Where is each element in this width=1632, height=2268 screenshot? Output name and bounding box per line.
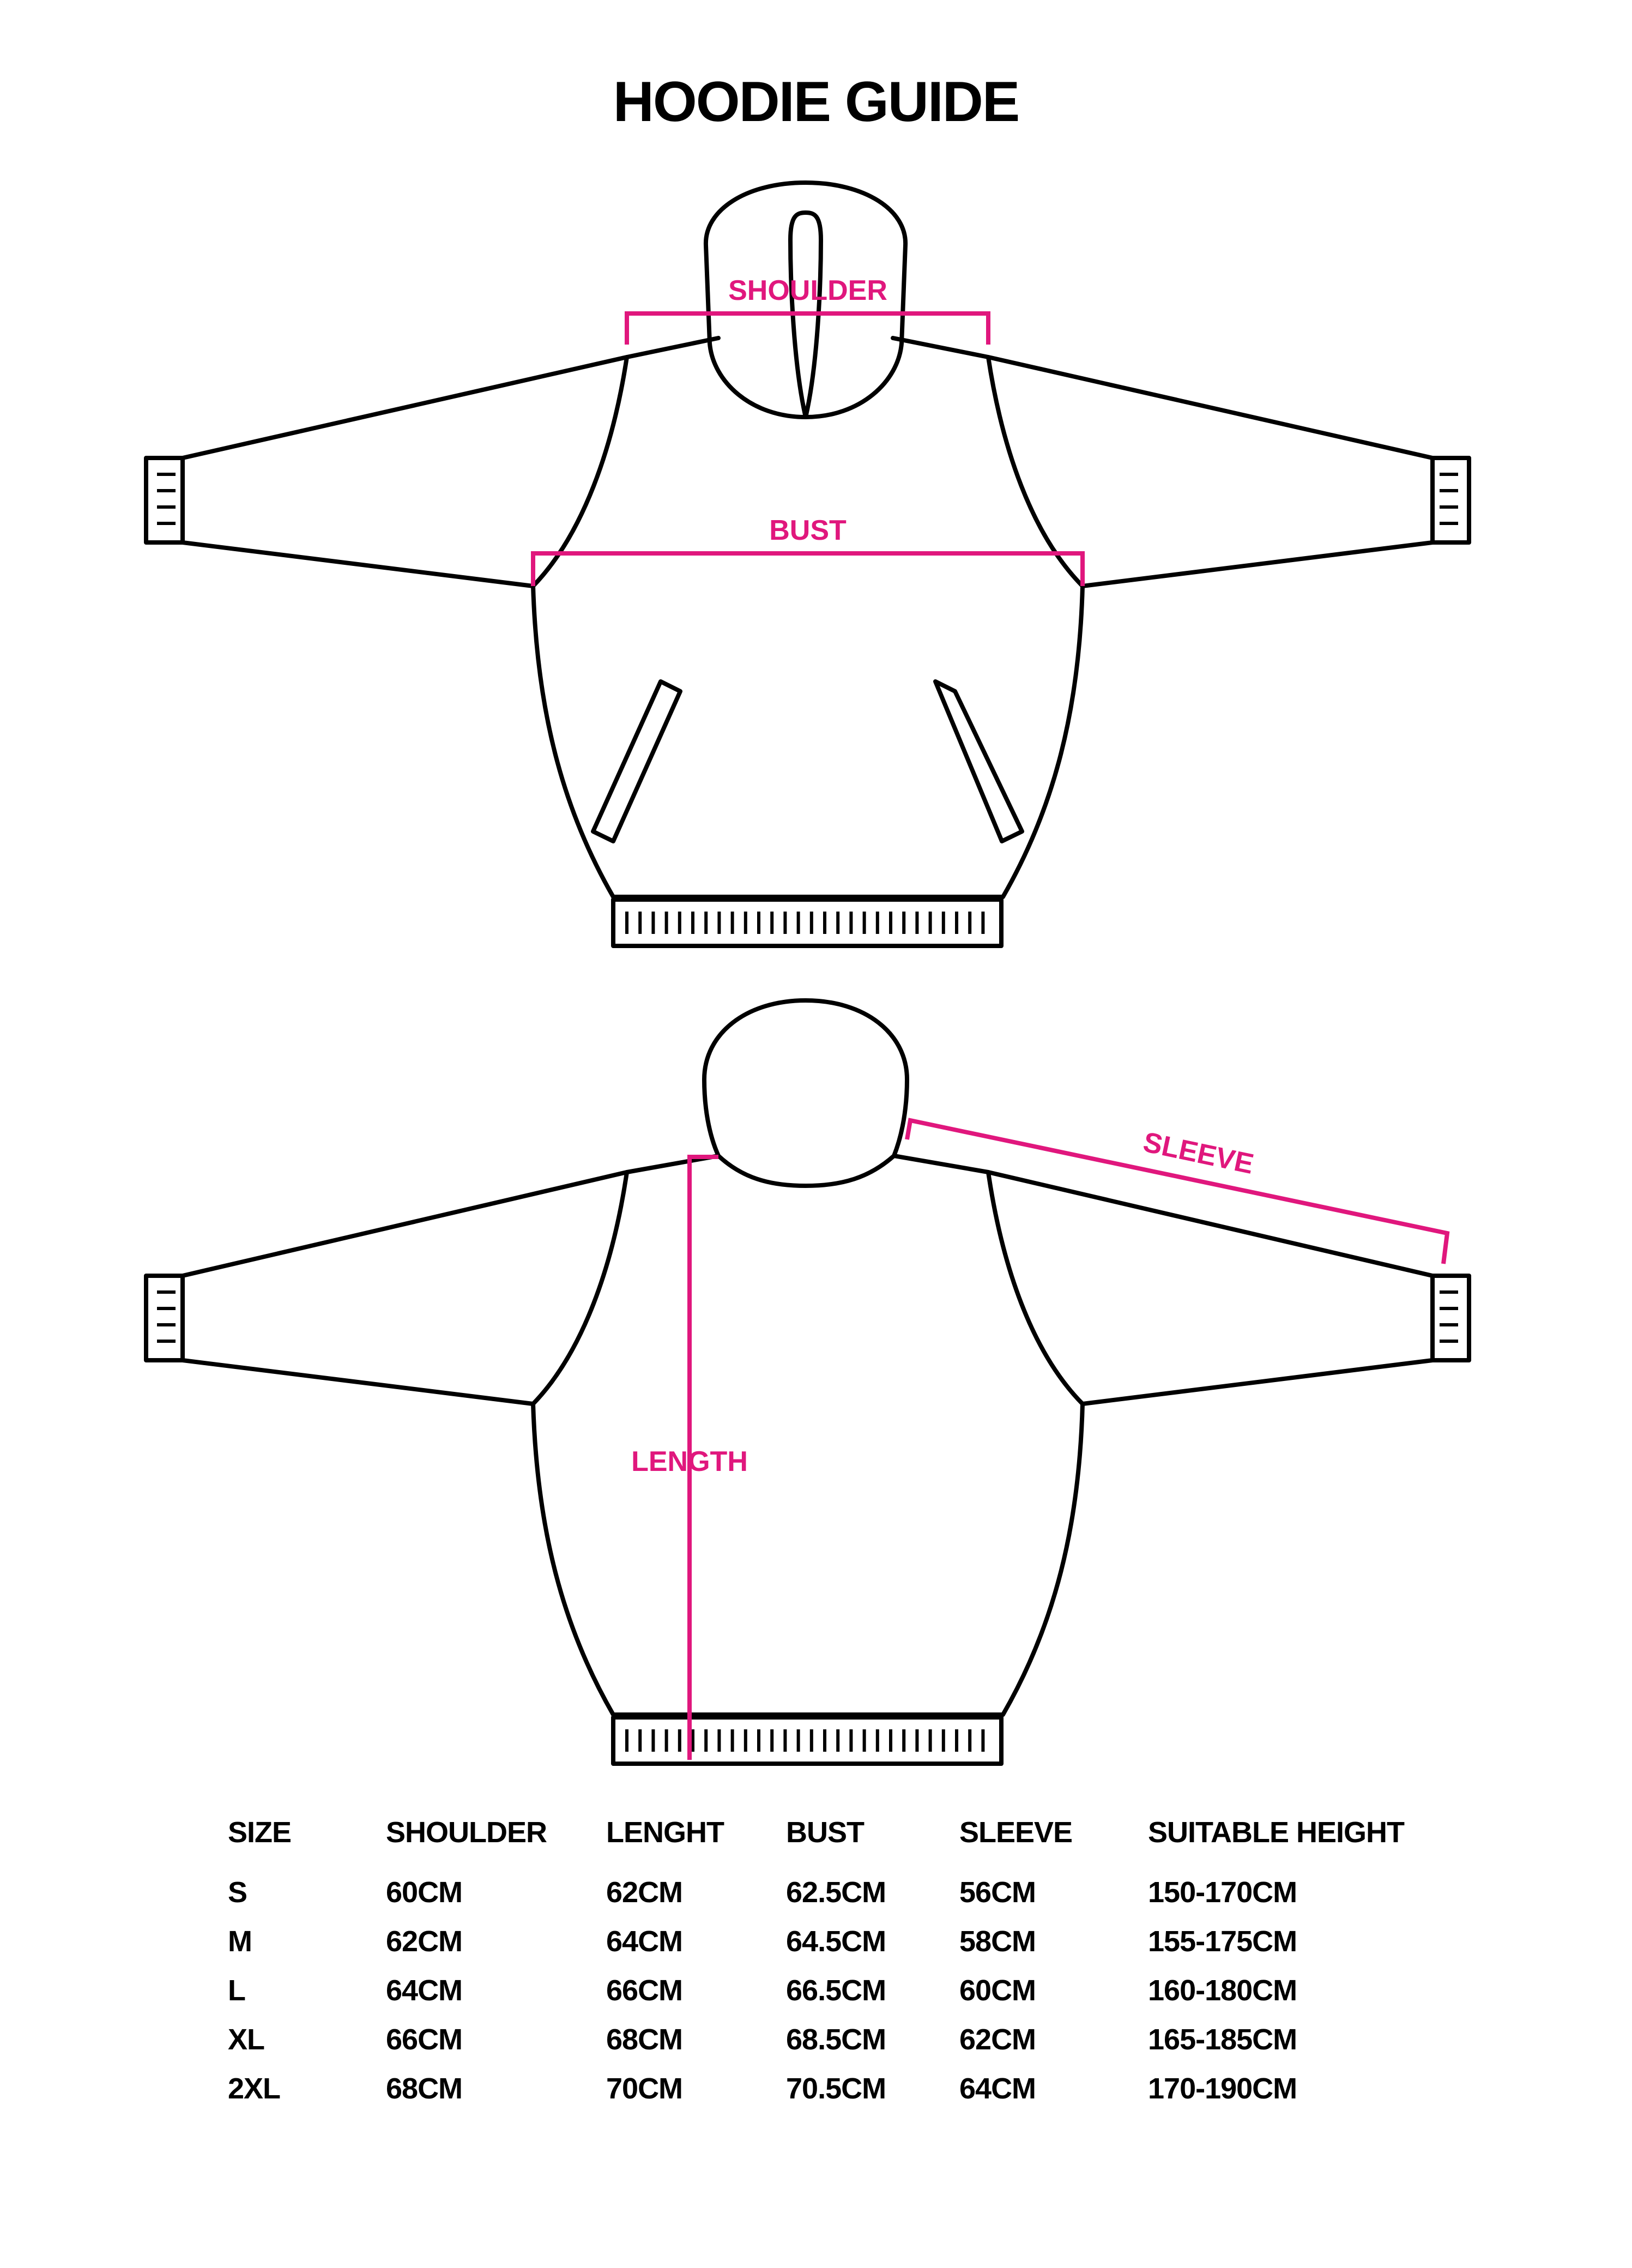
shoulder-label: SHOULDER (728, 275, 887, 306)
table-row (228, 2023, 1431, 2072)
front-right-cuff-ribs (1440, 474, 1458, 523)
cell-size: XL (228, 2023, 265, 2056)
cell-length: 64CM (606, 1925, 683, 1958)
cell-length: 66CM (606, 1974, 683, 2007)
cell-sleeve: 64CM (959, 2072, 1036, 2105)
front-waistband-ribs (627, 912, 983, 934)
front-left-cuff (146, 458, 183, 542)
cell-bust: 64.5CM (786, 1925, 886, 1958)
cell-size: M (228, 1925, 252, 1958)
front-body (533, 338, 1083, 897)
hoodie-front-view (146, 183, 1469, 946)
header-size: SIZE (228, 1816, 292, 1849)
cell-bust: 66.5CM (786, 1974, 886, 2007)
cell-length: 68CM (606, 2023, 683, 2056)
back-left-cuff (146, 1276, 183, 1360)
length-label: LENGTH (631, 1446, 748, 1477)
cell-length: 62CM (606, 1876, 683, 1909)
page-title: HOODIE GUIDE (613, 70, 1019, 134)
cell-suitable-height: 160-180CM (1148, 1974, 1297, 2007)
cell-sleeve: 56CM (959, 1876, 1036, 1909)
table-row (228, 2072, 1431, 2121)
table-row (228, 1875, 1431, 1925)
back-right-cuff (1432, 1276, 1469, 1360)
cell-shoulder: 64CM (386, 1974, 463, 2007)
back-hood (704, 1000, 907, 1186)
back-waistband-ribs (627, 1729, 983, 1752)
header-shoulder: SHOULDER (386, 1816, 547, 1849)
front-right-cuff (1432, 458, 1469, 542)
hoodie-back-view (146, 1000, 1469, 1764)
cell-bust: 68.5CM (786, 2023, 886, 2056)
cell-bust: 70.5CM (786, 2072, 886, 2105)
size-table (228, 1815, 1431, 2121)
front-left-cuff-ribs (157, 474, 176, 523)
sleeve-label: SLEEVE (1140, 1126, 1256, 1180)
cell-suitable-height: 170-190CM (1148, 2072, 1297, 2105)
cell-length: 70CM (606, 2072, 683, 2105)
cell-shoulder: 62CM (386, 1925, 463, 1958)
front-left-pocket (593, 681, 680, 841)
header-suitable-height: SUITABLE HEIGHT (1148, 1816, 1404, 1849)
cell-shoulder: 66CM (386, 2023, 463, 2056)
cell-suitable-height: 150-170CM (1148, 1876, 1297, 1909)
size-table-header-row (228, 1815, 1431, 1875)
cell-shoulder: 68CM (386, 2072, 463, 2105)
cell-size: S (228, 1876, 247, 1909)
cell-suitable-height: 155-175CM (1148, 1925, 1297, 1958)
cell-size: 2XL (228, 2072, 281, 2105)
cell-sleeve: 60CM (959, 1974, 1036, 2007)
bust-label: BUST (769, 515, 847, 546)
header-bust: BUST (786, 1816, 864, 1849)
table-row (228, 1925, 1431, 1974)
table-row (228, 1974, 1431, 2023)
header-sleeve: SLEEVE (959, 1816, 1073, 1849)
cell-bust: 62.5CM (786, 1876, 886, 1909)
cell-sleeve: 62CM (959, 2023, 1036, 2056)
cell-shoulder: 60CM (386, 1876, 463, 1909)
cell-size: L (228, 1974, 245, 2007)
shoulder-measure-line (627, 313, 988, 345)
front-right-pocket (935, 681, 1022, 841)
cell-sleeve: 58CM (959, 1925, 1036, 1958)
cell-suitable-height: 165-185CM (1148, 2023, 1297, 2056)
bust-measure-line (533, 553, 1083, 586)
back-body (533, 1156, 1083, 1715)
header-length: LENGHT (606, 1816, 724, 1849)
back-right-cuff-ribs (1440, 1292, 1458, 1341)
back-left-cuff-ribs (157, 1292, 176, 1341)
